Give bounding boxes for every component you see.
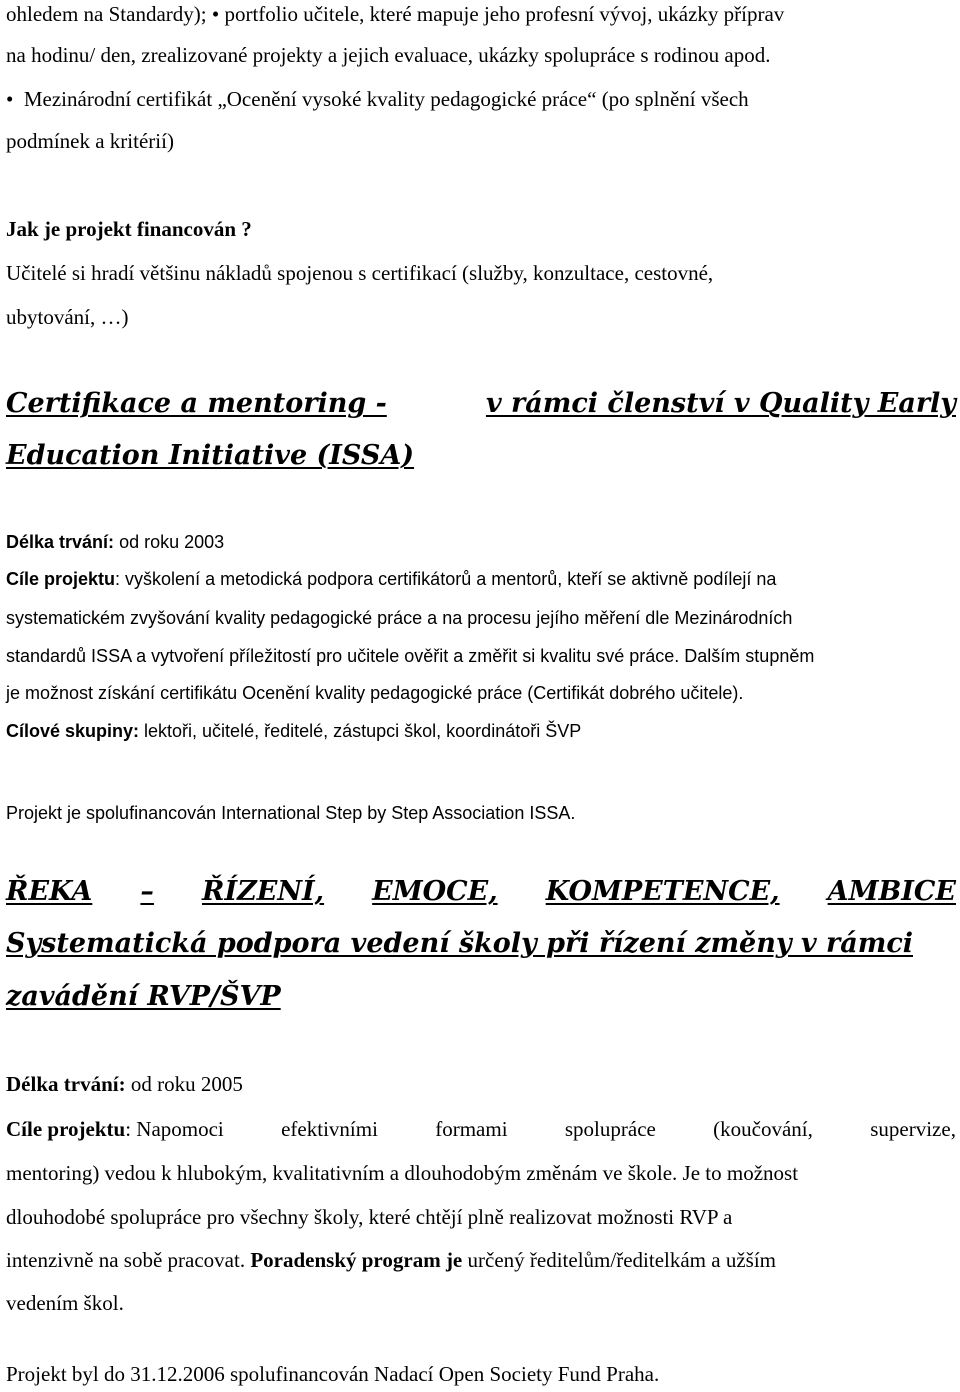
goals-first-word: Cíle projektu: Napomoci (6, 1117, 224, 1141)
target-groups-label: Cílové skupiny: (6, 721, 140, 741)
paragraph-line: vedením škol. (6, 1291, 124, 1315)
funding-note: Projekt je spolufinancován International Step by Step Association ISSA. (6, 803, 576, 823)
paragraph-line: systematickém zvyšování kvality pedagogické práce a na procesu jejího měření dle Mezinárodních (6, 608, 793, 628)
top-line-2: na hodinu/ den, zrealizované projekty a jejich evaluace, ukázky spolupráce s rodinou apod. (6, 43, 771, 67)
bullet-item-continuation: podmínek a kritérií) (6, 129, 174, 153)
paragraph-line: mentoring) vedou k hlubokým, kvalitativním a dlouhodobým změnám ve škole. Je to možnost (6, 1161, 799, 1185)
text-fragment: portfolio učitele, které mapuje jeho profesní vývoj, ukázky příprav (224, 2, 785, 26)
funding-note: Projekt byl do 31.12.2006 spolufinancován Nadací Open Society Fund Praha. (6, 1362, 660, 1386)
goals-word: (koučování, (713, 1117, 813, 1141)
duration-row (6, 1074, 243, 1095)
goals-label: Cíle projektu (6, 569, 116, 589)
title-word: EMOCE, (372, 876, 498, 907)
goals-word: supervize, (870, 1117, 956, 1141)
goals-word: spolupráce (564, 1117, 656, 1141)
title-word: KOMPETENCE, (545, 876, 780, 907)
duration-row (6, 533, 224, 551)
project-title-certifikace (6, 390, 956, 417)
paragraph-line: Učitelé si hradí většinu nákladů spojenou s certifikací (služby, konzultace, cestovné, (6, 261, 714, 285)
top-line-1 (6, 4, 784, 25)
goals-label: Cíle projektu (6, 1117, 126, 1141)
program-name: Poradenský program je (250, 1248, 463, 1272)
target-groups-value: lektoři, učitelé, ředitelé, zástupci škol, koordinátoři ŠVP (139, 721, 582, 741)
goals-row (6, 1119, 956, 1140)
goals-word: efektivními (281, 1117, 378, 1141)
bullet: • (6, 87, 14, 111)
bullet-text: Mezinárodní certifikát „Ocenění vysoké kvality pedagogické práce“ (po splnění všech (23, 87, 749, 111)
bullet: • (211, 2, 220, 26)
target-groups-row (6, 722, 581, 740)
title-part: v rámci členství v Quality Early (485, 388, 956, 419)
goals-word: formami (435, 1117, 508, 1141)
paragraph-line: ubytování, …) (6, 305, 129, 329)
text-fragment: ohledem na Standardy); (6, 2, 207, 26)
project-title-reka (6, 878, 956, 905)
title-word: – (140, 876, 154, 907)
project-subtitle-reka: Systematická podpora vedení školy při řízení změny v rámci (6, 928, 914, 959)
paragraph-line: dlouhodobé spolupráce pro všechny školy, které chtějí plně realizovat možnosti RVP a (6, 1205, 733, 1229)
goals-row (6, 570, 776, 588)
title-word: AMBICE (827, 876, 956, 907)
duration-value: od roku 2003 (119, 532, 225, 552)
bullet-item (6, 89, 749, 110)
section-heading-financing: Jak je projekt financován ? (6, 217, 252, 241)
paragraph-line: intenzivně na sobě pracovat. Poradenský program je určený ředitelům/ředitelkám a užším (6, 1248, 776, 1272)
title-word: ŘEKA (6, 876, 93, 907)
goals-text: : vyškolení a metodická podpora certifikátorů a mentorů, kteří se aktivně podílejí na (115, 569, 777, 589)
paragraph-line: standardů ISSA a vytvoření příležitostí pro učitele ověřit a změřit si kvalitu své práce. Dalším stupněm (6, 646, 815, 666)
project-title-certifikace-line2: Education Initiative (ISSA) (6, 440, 415, 471)
duration-label: Délka trvání: (6, 1072, 126, 1096)
paragraph-line: je možnost získání certifikátu Ocenění kvality pedagogické práce (Certifikát dobrého učitele). (6, 683, 744, 703)
project-subtitle-reka-line2: zavádění RVP/ŠVP (6, 981, 281, 1012)
duration-label: Délka trvání: (6, 532, 115, 552)
title-word: ŘÍZENÍ, (202, 876, 325, 907)
title-part: Certifikace a mentoring - (6, 388, 387, 419)
duration-value: od roku 2005 (125, 1072, 243, 1096)
